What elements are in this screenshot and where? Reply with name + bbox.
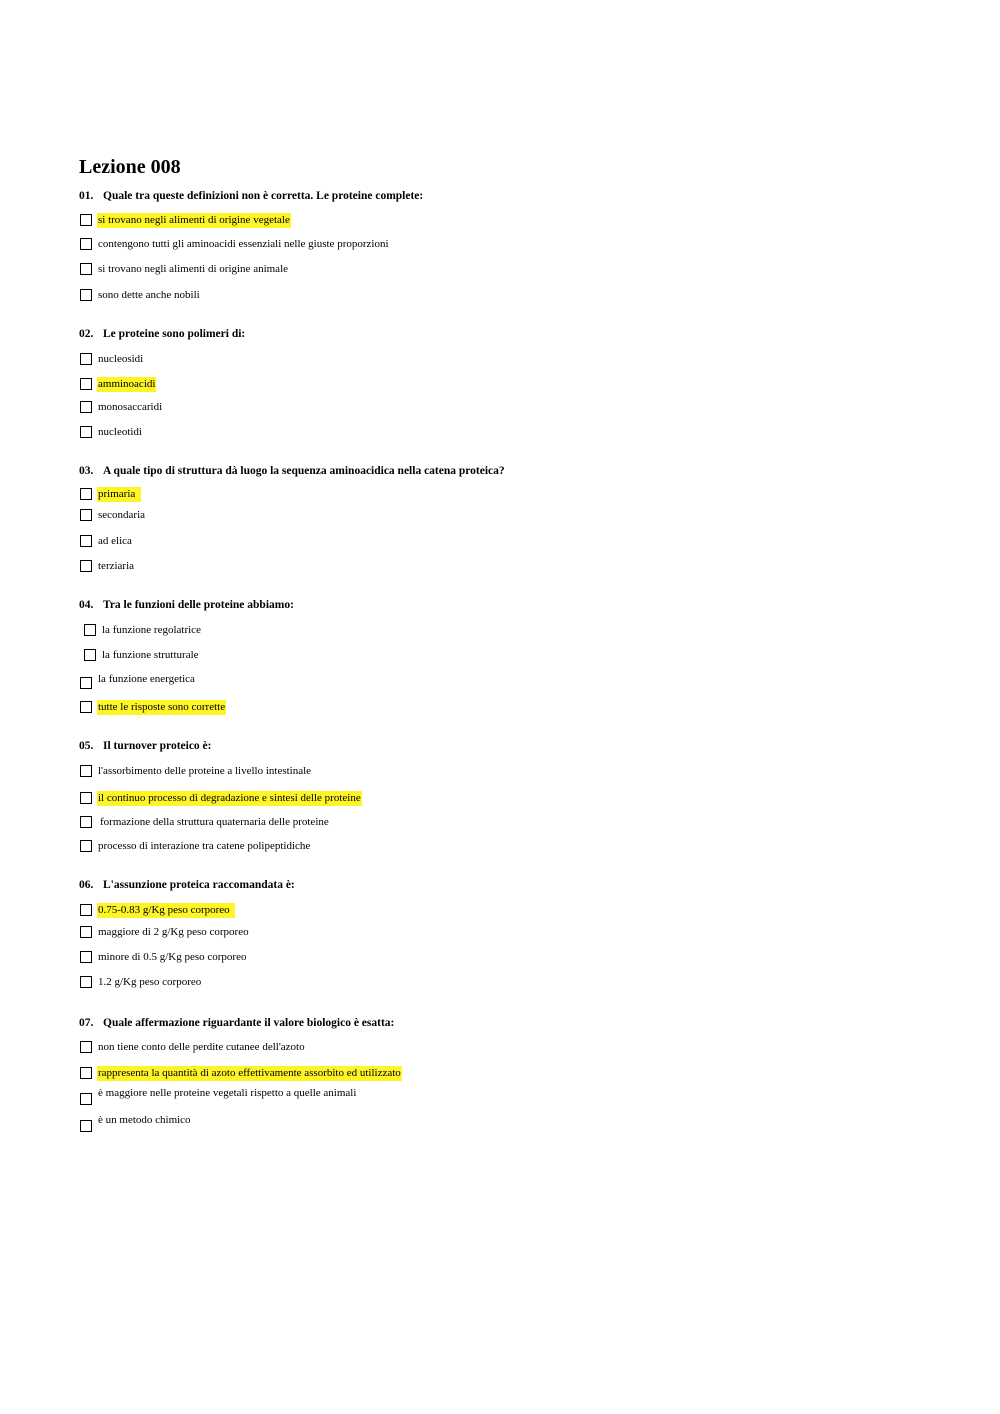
option-text: monosaccaridi <box>98 401 163 413</box>
checkbox[interactable] <box>80 904 92 916</box>
question-text: Tra le funzioni delle proteine abbiamo: <box>103 599 294 611</box>
question-number: 05. <box>79 740 94 752</box>
question-text: A quale tipo di struttura dà luogo la sequenza aminoacidica nella catena proteica? <box>103 465 505 477</box>
checkbox[interactable] <box>80 488 92 500</box>
option-text: sono dette anche nobili <box>98 289 200 301</box>
checkbox[interactable] <box>84 624 96 636</box>
checkbox[interactable] <box>80 509 92 521</box>
checkbox[interactable] <box>80 238 92 250</box>
checkbox[interactable] <box>84 649 96 661</box>
question-number: 03. <box>79 465 94 477</box>
option-text: 1.2 g/Kg peso corporeo <box>98 976 202 988</box>
option-text: la funzione regolatrice <box>102 624 201 636</box>
option-text-highlighted: rappresenta la quantità di azoto effettivamente assorbito ed utilizzato <box>98 1067 401 1079</box>
checkbox[interactable] <box>80 214 92 226</box>
question-number: 06. <box>79 879 94 891</box>
checkbox[interactable] <box>80 792 92 804</box>
option-text: terziaria <box>98 560 135 572</box>
checkbox[interactable] <box>80 677 92 689</box>
checkbox[interactable] <box>80 353 92 365</box>
option-text: contengono tutti gli aminoacidi essenziali nelle giuste proporzioni <box>98 238 389 250</box>
checkbox[interactable] <box>80 1067 92 1079</box>
checkbox[interactable] <box>80 289 92 301</box>
question-02 <box>79 327 245 342</box>
option-text: è un metodo chimico <box>98 1114 191 1126</box>
question-number: 04. <box>79 599 94 611</box>
option-text: la funzione strutturale <box>102 649 199 661</box>
option-text: formazione della struttura quaternaria delle proteine <box>100 816 329 828</box>
option-text: nucleosidi <box>98 353 144 365</box>
checkbox[interactable] <box>80 701 92 713</box>
option-text: è maggiore nelle proteine vegetali rispetto a quelle animali <box>98 1087 357 1099</box>
option-text: non tiene conto delle perdite cutanee dell'azoto <box>98 1041 305 1053</box>
question-text: Quale affermazione riguardante il valore biologico è esatta: <box>103 1017 395 1029</box>
checkbox[interactable] <box>80 765 92 777</box>
question-06 <box>79 878 295 893</box>
checkbox[interactable] <box>80 426 92 438</box>
checkbox[interactable] <box>80 926 92 938</box>
option-text-highlighted: primaria <box>97 487 141 502</box>
checkbox[interactable] <box>80 976 92 988</box>
option-text: si trovano negli alimenti di origine animale <box>98 263 289 275</box>
option-text: minore di 0.5 g/Kg peso corporeo <box>98 951 247 963</box>
checkbox[interactable] <box>80 263 92 275</box>
option-text: nucleotidi <box>98 426 142 438</box>
option-text: la funzione energetica <box>98 673 195 685</box>
question-01 <box>79 189 423 204</box>
lesson-title: Lezione 008 <box>79 156 181 178</box>
checkbox[interactable] <box>80 378 92 390</box>
question-number: 01. <box>79 190 94 202</box>
option-text-highlighted: amminoacidi <box>98 378 156 390</box>
checkbox[interactable] <box>80 535 92 547</box>
question-05 <box>79 739 211 754</box>
option-text: maggiore di 2 g/Kg peso corporeo <box>98 926 249 938</box>
checkbox[interactable] <box>80 816 92 828</box>
question-07 <box>79 1016 394 1031</box>
question-03 <box>79 464 505 479</box>
question-number: 02. <box>79 328 94 340</box>
checkbox[interactable] <box>80 1093 92 1105</box>
question-number: 07. <box>79 1017 94 1029</box>
option-text-highlighted: 0.75-0.83 g/Kg peso corporeo <box>97 903 235 918</box>
option-text: ad elica <box>98 535 132 547</box>
question-text: Il turnover proteico è: <box>103 740 212 752</box>
checkbox[interactable] <box>80 840 92 852</box>
question-text: Quale tra queste definizioni non è corretta. Le proteine complete: <box>103 190 424 202</box>
option-text: processo di interazione tra catene polipeptidiche <box>98 840 311 852</box>
question-text: L'assunzione proteica raccomandata è: <box>103 879 295 891</box>
option-text-highlighted: il continuo processo di degradazione e sintesi delle proteine <box>98 792 361 804</box>
option-text: l'assorbimento delle proteine a livello intestinale <box>98 765 312 777</box>
option-text: secondaria <box>98 509 146 521</box>
checkbox[interactable] <box>80 560 92 572</box>
question-text: Le proteine sono polimeri di: <box>103 328 246 340</box>
option-text-highlighted: tutte le risposte sono corrette <box>98 701 226 713</box>
checkbox[interactable] <box>80 1041 92 1053</box>
checkbox[interactable] <box>80 401 92 413</box>
question-04 <box>79 598 294 613</box>
checkbox[interactable] <box>80 951 92 963</box>
checkbox[interactable] <box>80 1120 92 1132</box>
option-text-highlighted: si trovano negli alimenti di origine vegetale <box>98 214 290 226</box>
